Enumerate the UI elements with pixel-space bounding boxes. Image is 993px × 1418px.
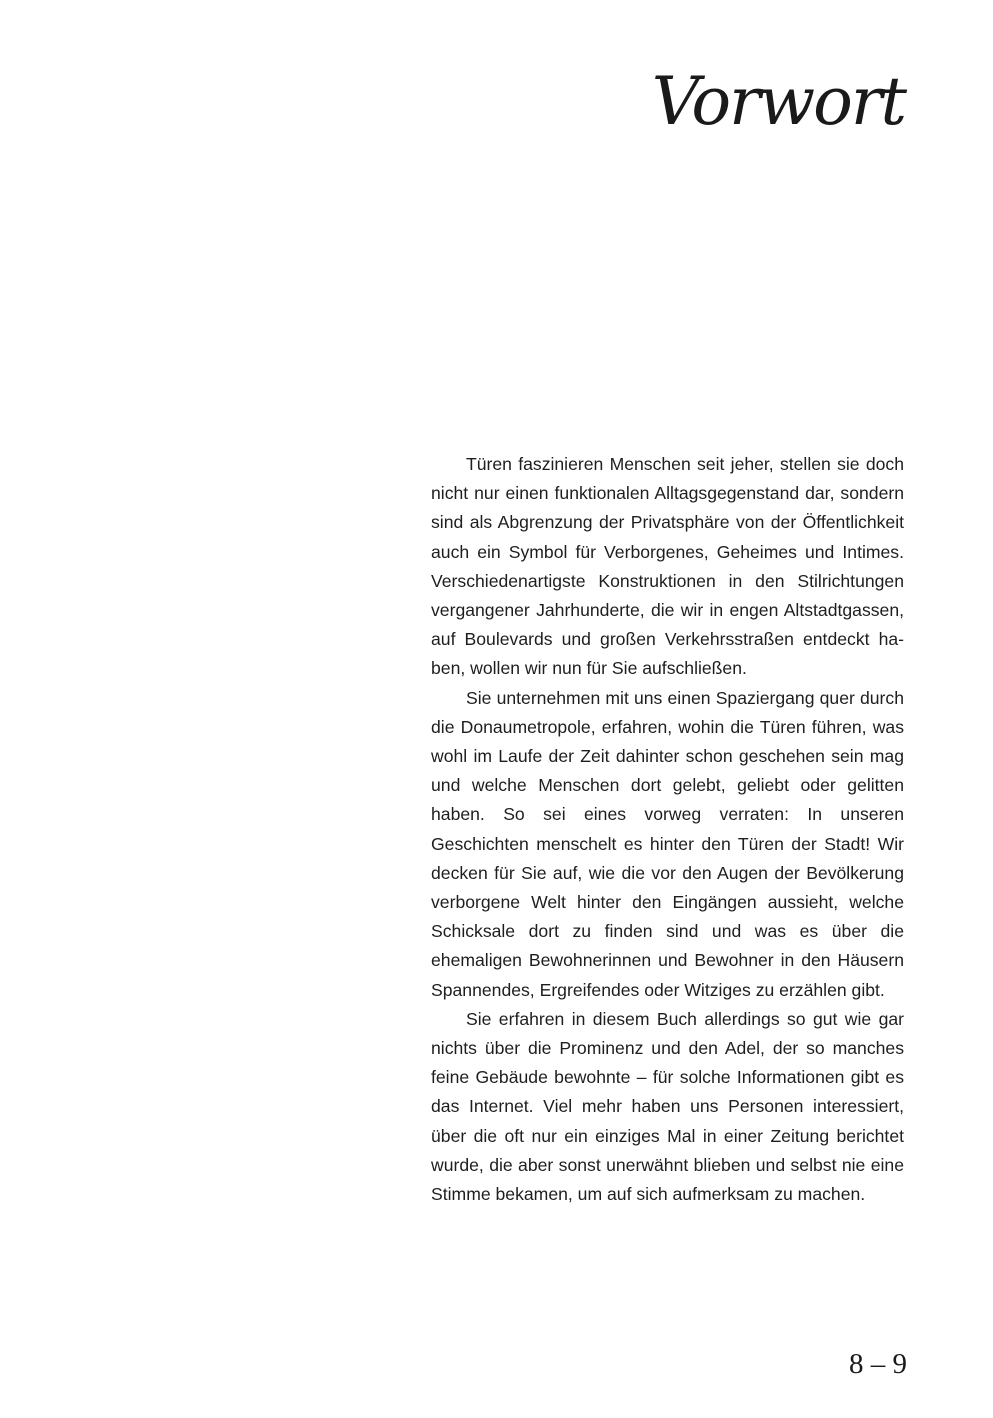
paragraph-1: Türen faszinieren Menschen seit jeher, stellen sie doch nicht nur einen funktionalen Alltagsgegenstand dar, sondern sind als Abgrenzung der Privatsphäre von der Öffentlichkeit auch ein Symbol für Verborgenes, Geheimes und Intimes. Verschiedenartigste Konstruktionen in den Stilrichtungen vergangener Jahrhunderte, die wir in engen Altstadtgassen, auf Boulevards und großen Verkehrsstraßen entdeckt haben, wollen wir nun für Sie aufschließen. — [431, 454, 904, 679]
page-number: 8 – 9 — [849, 1348, 907, 1380]
paragraph-2: Sie unternehmen mit uns einen Spaziergang quer durch die Donaumetropole, erfahren, wohin die Türen führen, was wohl im Laufe der Zeit dahinter schon geschehen sein mag und welche Menschen dort gelebt, geliebt oder gelitten haben. So sei eines vorweg verraten: In unseren Geschichten menschelt es hinter den Türen der Stadt! Wir decken für Sie auf, wie die vor den Augen der Bevölkerung verborgene Welt hinter den Eingängen aussieht, welche Schicksale dort zu finden sind und was es über die ehemaligen Bewohnerinnen und Bewohner in den Häusern Spannendes, Ergreifendes oder Witziges zu erzählen gibt. — [431, 687, 904, 1000]
page-title: Vorwort — [651, 63, 905, 140]
foreword-body — [431, 450, 904, 1209]
paragraph-3: Sie erfahren in diesem Buch allerdings so gut wie gar nichts über die Prominenz und den Adel, der so manches feine Gebäude bewohnte – für solche Informationen gibt es das Internet. Viel mehr haben uns Personen interessiert, über die oft nur ein einziges Mal in einer Zeitung berichtet wurde, die aber sonst unerwähnt blieben und selbst nie eine Stimme bekamen, um auf sich aufmerksam zu machen. — [431, 1008, 904, 1205]
